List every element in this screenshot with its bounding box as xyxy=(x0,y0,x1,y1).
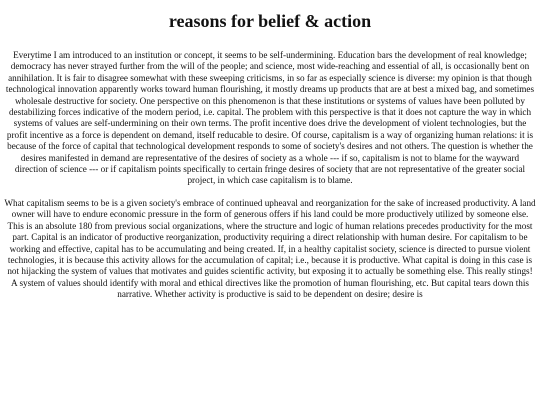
body-paragraph-2: What capitalism seems to be is a given society's embrace of continued upheaval and reorganization for the sake of increased productivity. A land owner will have to endure economic pressure in the form of generous offers if his land could be more productively utilized by someone else. This is an absolute 180 from previous social organizations, where the structure and logic of human relations precedes productivity for the most part. Capital is an indicator of productive reorganization, productivity requiring a direct relationship with human desire. For capitalism to be working and effective, capital has to be accumulating and being created. If, in a healthy capitalist society, science is directed to pursue violent technologies, it is because this activity allows for the accumulation of capital; i.e., because it is productive. What capital is doing in this case is not hijacking the system of values that motivates and guides scientific activity, but exposing it to actually be something else. This really stings! A system of values should identify with moral and ethical directives like the promotion of human flourishing, etc. But capital tears down this narrative. Whether activity is productive is said to be dependent on desire; desire is xyxy=(4,197,536,300)
body-paragraph-1: Everytime I am introduced to an institution or concept, it seems to be self-undermining. Education bars the development of real knowledge; democracy has never strayed further from the will of the people; and science, most wide-reaching and essential of all, is occasionally bent on annihilation. It is fair to disagree somewhat with these sweeping criticisms, in so far as especially science is diverse: my opinion is that though technological innovation apparently works toward human flourishing, it mostly dreams up products that are at best a mixed bag, and sometimes wholesale destructive for society. One perspective on this phenomenon is that these institutions or systems of values have been polluted by destabilizing forces indicative of the modern period, i.e. capital. The problem with this perspective is that it does not capture the way in which systems of values are self-undermining on their own terms. The profit incentive does drive the development of violent technologies, but the profit incentive as a force is dependent on demand, itself reducable to desire. Of course, capitalism is a way of organizing human relations: it is because of the force of capital that technological development responds to some of society's desires and not others. The question is whether the desires manifested in demand are representative of the desires of society as a whole --- if so, capitalism is not to blame for the wayward direction of science --- or if capitalism points specifically to certain fringe desires of society that are not representative of the greater social project, in which case capitalism is to blame. xyxy=(5,50,535,186)
page-title: reasons for belief & action xyxy=(168,11,372,31)
